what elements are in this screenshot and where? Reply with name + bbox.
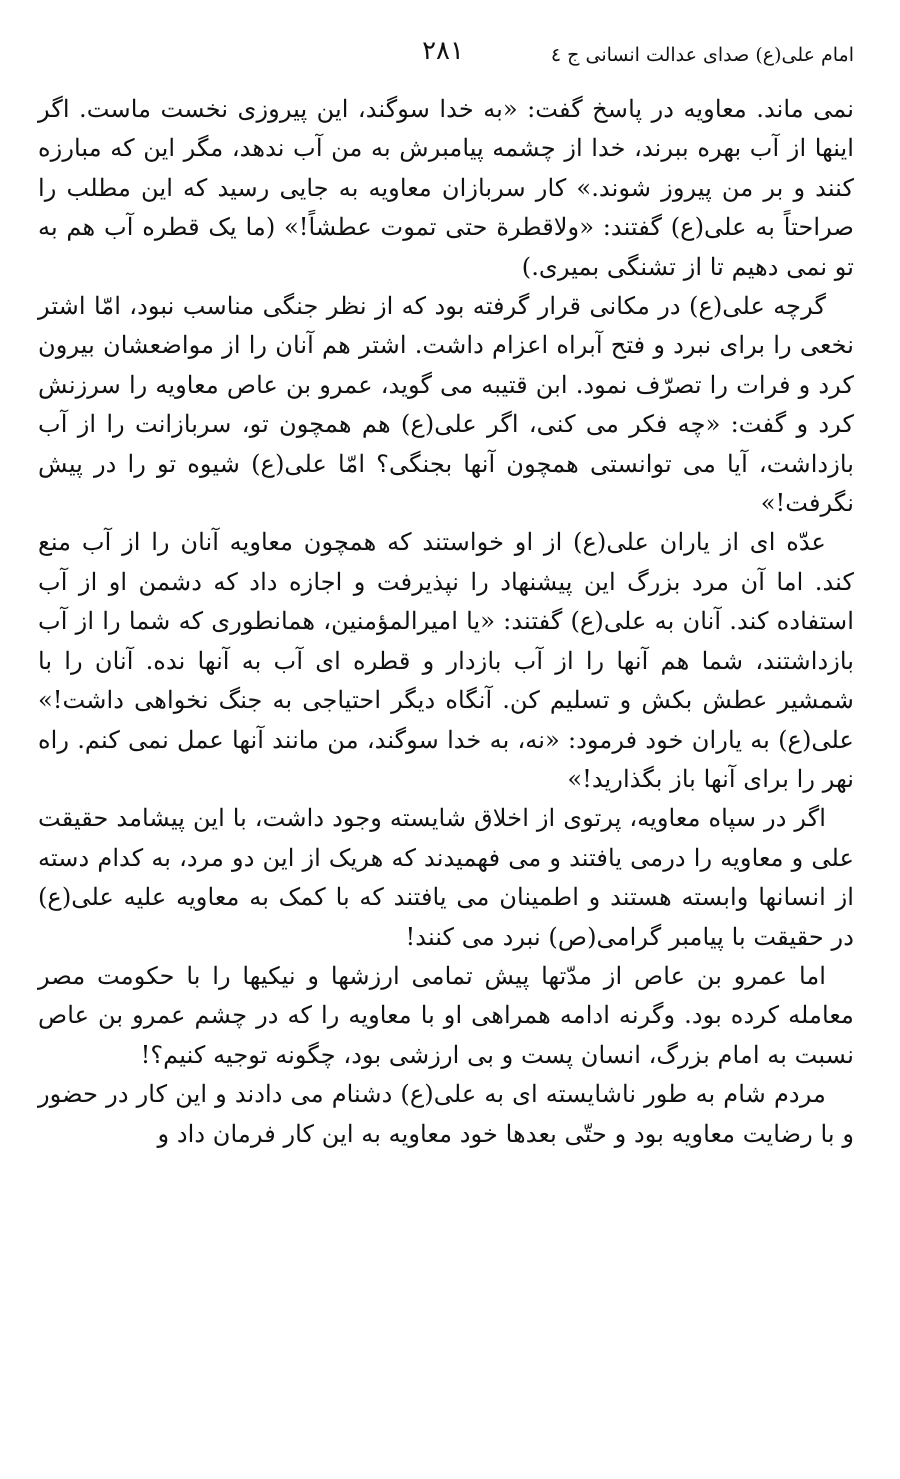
page-body <box>38 90 854 1154</box>
paragraph: اگر در سپاه معاویه، پرتوی از اخلاق شایسته وجود داشت، با این پیشامد حقیقت علی و معاویه را درمی یافتند و می فهمیدند که هریک از این دو مرد، به کدام دسته از انسانها وابسته هستند و اطمینان می یافتند که با کمک به معاویه علیه علی(ع) در حقیقت با پیامبر گرامی(ص) نبرد می کنند! <box>38 804 854 951</box>
paragraph: اما عمرو بن عاص از مدّتها پیش تمامی ارزشها و نیکیها را با حکومت مصر معامله کرده بود. وگرنه ادامه همراهی او با معاویه را که در چشم عمرو بن عاص نسبت به امام بزرگ، انسان پست و بی ارزشی بود، چگونه توجیه کنیم؟! <box>38 961 854 1069</box>
running-header-title: امام علی(ع) صدای عدالت انسانی ج ٤ <box>550 44 854 66</box>
book-page <box>38 30 854 1450</box>
page-number: ٢٨١ <box>422 36 464 66</box>
paragraph: گرچه علی(ع) در مکانی قرار گرفته بود که از نظر جنگی مناسب نبود، امّا اشتر نخعی را برای نبرد و فتح آبراه اعزام داشت. اشتر هم آنان را از مواضعشان بیرون کرد و فرات را تصرّف نمود. ابن قتیبه می گوید، عمرو بن عاص معاویه را سرزنش کرد و گفت: «چه فکر می کنی، اگر علی(ع) هم همچون تو، سربازانت را از آب بازداشت، آیا می توانستی همچون آنها بجنگی؟ امّا علی(ع) شیوه تو را در پیش نگرفت!» <box>38 292 854 518</box>
paragraph: عدّه ای از یاران علی(ع) از او خواستند که همچون معاویه آنان را از آب منع کند. اما آن مرد بزرگ این پیشنهاد را نپذیرفت و اجازه داد که دشمن او از آب استفاده کند. آنان به علی(ع) گفتند: «یا امیرالمؤمنین، همانطوری که شما را از آب بازداشتند، شما هم آنها را از آب بازدار و قطره ای آب به آنها نده. آنان را با شمشیر عطش بکش و تسلیم کن. آنگاه دیگر احتیاجی به جنگ نخواهی داشت!» علی(ع) به یاران خود فرمود: «نه، به خدا سوگند، من مانند آنها عمل نمی کنم. راه نهر را برای آنها باز بگذارید!» <box>38 528 854 793</box>
paragraph: مردم شام به طور ناشایسته ای به علی(ع) دشنام می دادند و این کار در حضور و با رضایت معاویه بود و حتّی بعدها خود معاویه به این کار فرمان داد و <box>38 1080 854 1148</box>
paragraph: نمی ماند. معاویه در پاسخ گفت: «به خدا سوگند، این پیروزی نخست ماست. اگر اینها از آب بهره ببرند، خدا از چشمه پیامبرش به من آب ندهد، مگر این که مبارزه کنند و بر من پیروز شوند.» کار سربازان معاویه به جایی رسید که این مطلب را صراحتاً به علی(ع) گفتند: «ولاقطرة حتی تموت عطشاً!» (ما یک قطره آب هم به تو نمی دهیم تا از تشنگی بمیری.) <box>38 95 854 281</box>
page-header <box>38 30 854 90</box>
